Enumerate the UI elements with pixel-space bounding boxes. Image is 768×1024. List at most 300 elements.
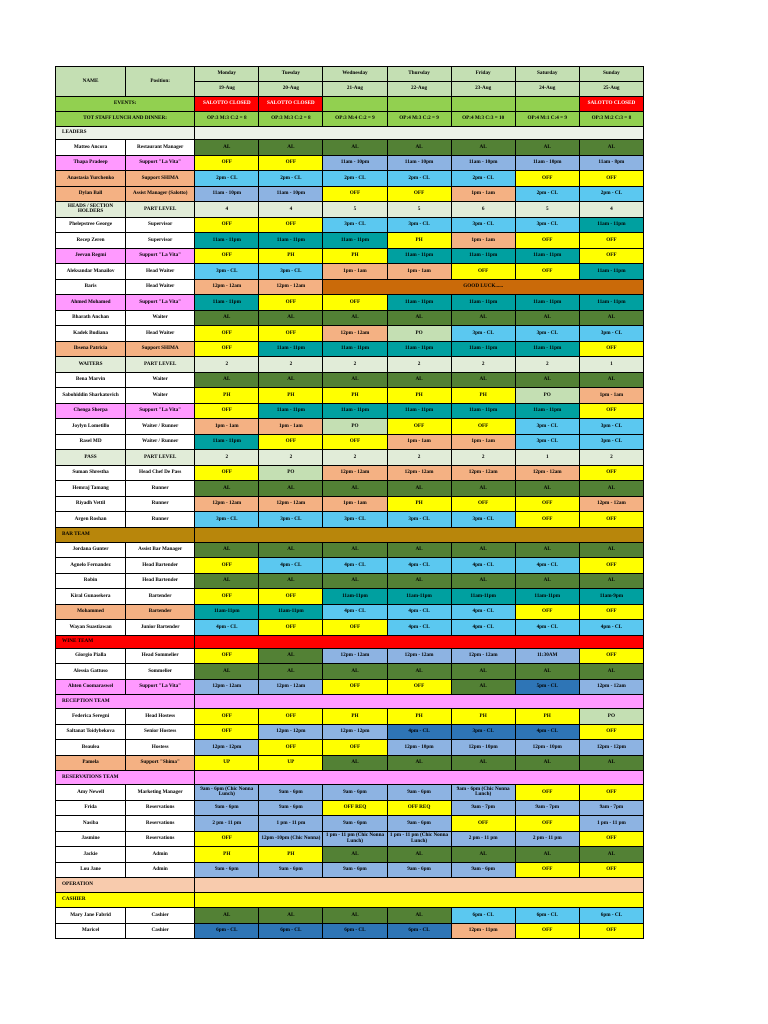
shift-cell: 4pm - CL [387, 604, 451, 620]
shift-cell: 1 pm - 11 pm (Chic Nonna Lunch) [387, 831, 451, 847]
shift-cell: 3pm - CL [579, 326, 643, 342]
shift-cell: 3pm - CL [515, 217, 579, 233]
section-title: OPERATION [56, 878, 195, 893]
header-day: Sunday [579, 67, 643, 82]
shift-cell: 2pm - CL [323, 171, 387, 187]
shift-cell: PH [323, 709, 387, 725]
shift-cell: AL [515, 542, 579, 558]
shift-cell: 3pm - CL [451, 217, 515, 233]
staff-position: Cashier [126, 908, 195, 924]
section-fill [195, 635, 644, 648]
staff-name: Thapa Pradeep [56, 155, 126, 171]
shift-cell: OFF [387, 419, 451, 435]
staff-position: Reservations [126, 831, 195, 847]
shift-cell: OFF [259, 709, 323, 725]
staff-position: Head Bartender [126, 573, 195, 589]
shift-cell: OFF [259, 217, 323, 233]
shift-cell: 4pm - CL [515, 620, 579, 636]
staff-row [56, 264, 644, 280]
shift-cell: 9am - 6pm [323, 785, 387, 801]
shift-cell: OFF [451, 419, 515, 435]
header-day: Friday [451, 67, 515, 82]
shift-cell: 2pm - CL [515, 186, 579, 202]
shift-cell: AL [451, 573, 515, 589]
shift-cell: 1 pm - 11 pm [579, 816, 643, 832]
shift-cell: OFF [579, 403, 643, 419]
shift-cell: AL [259, 648, 323, 664]
staff-position: Bartender [126, 589, 195, 605]
staff-position: Support SHIMA [126, 341, 195, 357]
header-day: Thursday [387, 67, 451, 82]
shift-cell: AL [323, 847, 387, 863]
shift-cell: 11am - 11pm [387, 295, 451, 311]
staff-position: Head Chef De Pass [126, 465, 195, 481]
shift-cell: 4 [259, 202, 323, 218]
shift-cell: 9am - 7pm [451, 800, 515, 816]
shift-cell: OFF [323, 295, 387, 311]
shift-cell: PH [259, 847, 323, 863]
shift-cell: AL [387, 140, 451, 156]
staff-name: Beaulea [56, 740, 126, 756]
shift-cell: AL [323, 140, 387, 156]
staff-row [56, 800, 644, 816]
shift-cell: 4pm - CL [515, 724, 579, 740]
staff-row [56, 709, 644, 725]
shift-cell: 11am-11pm [323, 589, 387, 605]
shift-cell: 12pm - 12am [195, 679, 259, 695]
events-row [56, 112, 644, 127]
shift-cell: AL [451, 847, 515, 863]
shift-cell: 11am - 8pm [579, 155, 643, 171]
shift-cell: OFF [515, 785, 579, 801]
shift-cell: OFF [579, 831, 643, 847]
staff-name: Sabohiddin Sharkatovich [56, 388, 126, 404]
section-title: RECEPTION TEAM [56, 695, 195, 709]
shift-cell: AL [387, 755, 451, 771]
shift-cell: OFF REQ [323, 800, 387, 816]
header-date: 20-Aug [259, 82, 323, 97]
shift-cell: AL [259, 908, 323, 924]
events-cell: SALOTTO CLOSED [579, 97, 643, 112]
shift-cell: 11am - 11pm [515, 341, 579, 357]
staff-position: Head Waiter [126, 326, 195, 342]
header-date: 21-Aug [323, 82, 387, 97]
shift-cell: OFF [195, 709, 259, 725]
staff-name: Wayan Suastiawan [56, 620, 126, 636]
shift-cell: 12pm - 10pm [515, 740, 579, 756]
staff-name: Giorgio Pialla [56, 648, 126, 664]
staff-row [56, 419, 644, 435]
staff-position: Waiter / Runner [126, 419, 195, 435]
staff-name: Suman Shrestha [56, 465, 126, 481]
staff-row [56, 341, 644, 357]
shift-cell: 12pm - 12am [195, 496, 259, 512]
shift-cell: AL [323, 372, 387, 388]
shift-cell: 12pm - 12pm [579, 740, 643, 756]
shift-cell: PH [259, 248, 323, 264]
shift-cell: 11am-11pm [259, 604, 323, 620]
section-title: BAR TEAM [56, 527, 195, 542]
staff-row [56, 573, 644, 589]
shift-cell: 11am - 11pm [515, 295, 579, 311]
staff-position: Waiter [126, 310, 195, 326]
header-day: Monday [195, 67, 259, 82]
staff-name: Phelepstree George [56, 217, 126, 233]
shift-cell: 3pm - CL [195, 512, 259, 528]
shift-cell: 11am-11pm [515, 589, 579, 605]
shift-cell: 2 [195, 357, 259, 373]
shift-cell: 2pm - CL [451, 171, 515, 187]
staff-name: Baris [56, 279, 126, 295]
shift-cell: 1pm - 1am [387, 264, 451, 280]
shift-cell: 11am - 11pm [195, 233, 259, 249]
shift-cell: OFF [195, 648, 259, 664]
shift-cell: 2 pm - 11 pm [515, 831, 579, 847]
staff-position: Head Waiter [126, 264, 195, 280]
shift-cell: PH [195, 847, 259, 863]
staff-name: Dylan Ball [56, 186, 126, 202]
shift-cell: OFF [515, 496, 579, 512]
staff-name: Amy Newell [56, 785, 126, 801]
shift-cell: OFF [579, 558, 643, 574]
staff-row [56, 481, 644, 497]
shift-cell: AL [387, 481, 451, 497]
shift-cell: 11am - 11pm [579, 264, 643, 280]
shift-cell: 9am - 6pm (Chic Nonna Lunch) [195, 785, 259, 801]
shift-cell: 11am - 11pm [387, 248, 451, 264]
shift-cell: PH [323, 388, 387, 404]
staff-row [56, 923, 644, 939]
shift-cell: OFF [451, 496, 515, 512]
staff-name: Bharath Anchan [56, 310, 126, 326]
shift-cell: 11am - 11pm [323, 341, 387, 357]
staff-row [56, 357, 644, 373]
staff-name: Joylyn Lometillo [56, 419, 126, 435]
shift-cell: 12pm -10pm (Chic Nonna) [259, 831, 323, 847]
shift-cell: 11am-11pm [451, 589, 515, 605]
shift-cell: AL [195, 542, 259, 558]
shift-cell: PO [387, 326, 451, 342]
shift-cell: 4pm - CL [579, 620, 643, 636]
shift-cell: AL [451, 679, 515, 695]
shift-cell: 3pm - CL [579, 419, 643, 435]
staff-position: Head Bartender [126, 558, 195, 574]
staff-position: Support SHIMA [126, 171, 195, 187]
staff-row [56, 648, 644, 664]
shift-cell: 9am - 7pm [515, 800, 579, 816]
staff-name: Maricel [56, 923, 126, 939]
shift-cell: 12pm - 12pm [323, 724, 387, 740]
shift-cell: AL [387, 573, 451, 589]
shift-cell: OFF [579, 465, 643, 481]
staff-row [56, 542, 644, 558]
events-cell: SALOTTO CLOSED [195, 97, 259, 112]
shift-cell: 4 [579, 202, 643, 218]
shift-cell: AL [259, 481, 323, 497]
shift-cell: AL [195, 372, 259, 388]
staff-name: Jordana Gunter [56, 542, 126, 558]
shift-cell: 2pm - CL [259, 171, 323, 187]
shift-cell: PH [387, 709, 451, 725]
section-fill [195, 878, 644, 893]
staff-position: Runner [126, 512, 195, 528]
shift-cell: 11am - 10pm [387, 155, 451, 171]
shift-cell: 11am - 10pm [451, 155, 515, 171]
shift-cell: 12pm - 12am [579, 496, 643, 512]
shift-cell: 6 [451, 202, 515, 218]
shift-cell: OFF [579, 724, 643, 740]
shift-cell: AL [515, 372, 579, 388]
shift-cell: AL [259, 372, 323, 388]
events-cell [515, 97, 579, 112]
shift-cell: 11am - 10pm [323, 155, 387, 171]
staff-position: Support "La Vita" [126, 295, 195, 311]
staff-row [56, 816, 644, 832]
shift-cell: 2 [387, 450, 451, 466]
shift-cell: 2pm - CL [387, 171, 451, 187]
staff-name: Robin [56, 573, 126, 589]
shift-cell: 11am - 11pm [451, 295, 515, 311]
shift-cell: OFF [579, 171, 643, 187]
shift-cell: PH [515, 709, 579, 725]
staff-row [56, 496, 644, 512]
staff-name: Pamela [56, 755, 126, 771]
shift-cell: PH [195, 388, 259, 404]
staff-position: Reservations [126, 800, 195, 816]
header-date: 24-Aug [515, 82, 579, 97]
staff-position: Assist Manager (Salotto) [126, 186, 195, 202]
shift-cell: 12pm - 12am [515, 465, 579, 481]
shift-cell: 3pm - CL [451, 724, 515, 740]
shift-cell: OFF [259, 434, 323, 450]
header-day: Wednesday [323, 67, 387, 82]
shift-cell: 3pm - CL [515, 326, 579, 342]
shift-cell: AL [195, 908, 259, 924]
shift-cell: AL [259, 664, 323, 680]
shift-cell: AL [579, 372, 643, 388]
shift-cell: AL [451, 372, 515, 388]
shift-cell: 11:30AM [515, 648, 579, 664]
staff-row [56, 326, 644, 342]
staff-position: PART LEVEL [126, 357, 195, 373]
shift-cell: OFF [579, 233, 643, 249]
shift-cell: AL [515, 481, 579, 497]
staff-position: Admin [126, 862, 195, 878]
staff-row [56, 202, 644, 218]
shift-cell: AL [259, 573, 323, 589]
shift-cell: AL [515, 755, 579, 771]
shift-cell: OFF [515, 604, 579, 620]
header-date: 23-Aug [451, 82, 515, 97]
staff-row [56, 785, 644, 801]
shift-cell: PH [387, 388, 451, 404]
section-header-row [56, 771, 644, 785]
staff-name: Saltanat Toidybekova [56, 724, 126, 740]
shift-cell: OFF [387, 679, 451, 695]
staff-name: Argen Roshan [56, 512, 126, 528]
shift-cell: AL [323, 310, 387, 326]
shift-cell: 3pm - CL [579, 434, 643, 450]
staff-name: Matteo Ancora [56, 140, 126, 156]
shift-cell: 3pm - CL [259, 512, 323, 528]
shift-cell: 11am - 11pm [195, 434, 259, 450]
shift-cell: OFF [259, 326, 323, 342]
staff-name: HEADS / SECTION HOLDERS [56, 202, 126, 218]
shift-cell: AL [451, 310, 515, 326]
staff-position: Support "La Vita" [126, 155, 195, 171]
events-row [56, 97, 644, 112]
staff-row [56, 755, 644, 771]
shift-cell: OFF [323, 186, 387, 202]
staff-name: Rasel MD [56, 434, 126, 450]
staff-row [56, 740, 644, 756]
shift-cell: 11am - 11pm [259, 233, 323, 249]
events-cell [323, 97, 387, 112]
shift-cell: 12pm - 12am [323, 648, 387, 664]
shift-cell: 11am - 10pm [195, 186, 259, 202]
staff-row [56, 155, 644, 171]
shift-cell: 12pm - 12am [451, 648, 515, 664]
shift-cell: OFF [259, 295, 323, 311]
shift-cell: PH [451, 388, 515, 404]
shift-cell: 9am - 7pm [579, 800, 643, 816]
shift-cell: OFF [323, 740, 387, 756]
shift-cell: 11am - 11pm [451, 248, 515, 264]
section-title: LEADERS [56, 127, 195, 140]
shift-cell: 6pm - CL [387, 923, 451, 939]
shift-cell: AL [195, 140, 259, 156]
shift-cell: 9am - 6pm [195, 862, 259, 878]
shift-cell: 12pm - 10pm [387, 740, 451, 756]
staff-row [56, 620, 644, 636]
staff-name: Recep Zeren [56, 233, 126, 249]
shift-cell: PH [259, 388, 323, 404]
staff-name: Riyadh Vettil [56, 496, 126, 512]
staff-position: Waiter [126, 372, 195, 388]
staff-name: Chenga Sherpa [56, 403, 126, 419]
shift-cell: 11am - 10pm [259, 186, 323, 202]
shift-cell: 3pm - CL [323, 217, 387, 233]
shift-cell: 2 [259, 357, 323, 373]
shift-cell: PO [579, 709, 643, 725]
staff-row [56, 140, 644, 156]
shift-cell: 12pm - 11pm [451, 923, 515, 939]
shift-cell: OFF [515, 512, 579, 528]
staff-position: Supervisor [126, 217, 195, 233]
staff-name: Mohammed [56, 604, 126, 620]
shift-cell: 9am - 6pm (Chic Nonna Lunch) [451, 785, 515, 801]
staff-row [56, 372, 644, 388]
shift-cell: 11am - 11pm [387, 403, 451, 419]
section-fill [195, 771, 644, 785]
staff-name: Ahten Coomaraswel [56, 679, 126, 695]
shift-cell: AL [323, 755, 387, 771]
shift-cell: 3pm - CL [195, 264, 259, 280]
staff-name: Bena Marvin [56, 372, 126, 388]
shift-cell: 1pm - 1am [451, 186, 515, 202]
staff-position: Sommelier [126, 664, 195, 680]
shift-cell: 3pm - CL [451, 326, 515, 342]
shift-cell: 12pm - 12pm [195, 740, 259, 756]
shift-cell: 9am - 6pm [259, 862, 323, 878]
shift-cell: 11am - 11pm [323, 233, 387, 249]
shift-cell: 4pm - CL [515, 558, 579, 574]
shift-cell: AL [387, 847, 451, 863]
shift-cell: 6pm - CL [323, 923, 387, 939]
roster-table [55, 66, 644, 939]
staff-position: Head Hostess [126, 709, 195, 725]
shift-cell: 2 [259, 450, 323, 466]
shift-cell: AL [515, 847, 579, 863]
shift-cell: 4pm - CL [195, 620, 259, 636]
shift-cell: OFF [579, 248, 643, 264]
farewell-message: GOOD LUCK...... [323, 279, 644, 295]
shift-cell: OFF [195, 341, 259, 357]
shift-cell: 9am - 6pm [323, 862, 387, 878]
shift-cell: AL [515, 310, 579, 326]
shift-cell: AL [451, 542, 515, 558]
staff-name: Lou Jane [56, 862, 126, 878]
staff-position: Assist Bar Manager [126, 542, 195, 558]
shift-cell: 9am - 6pm [323, 816, 387, 832]
shift-cell: OFF [195, 217, 259, 233]
shift-cell: AL [323, 481, 387, 497]
events-label: EVENTS: [56, 97, 195, 112]
shift-cell: 2 [323, 450, 387, 466]
shift-cell: 3pm - CL [387, 512, 451, 528]
staff-name: WAITERS [56, 357, 126, 373]
shift-cell: 2pm - CL [579, 186, 643, 202]
shift-cell: 1pm - 1am [323, 496, 387, 512]
shift-cell: 12pm - 12am [451, 465, 515, 481]
section-fill [195, 695, 644, 709]
shift-cell: 9am - 6pm [259, 800, 323, 816]
staff-name: Mary Jane Fabrid [56, 908, 126, 924]
shift-cell: AL [579, 140, 643, 156]
staff-position: Marketing Manager [126, 785, 195, 801]
section-fill [195, 893, 644, 908]
shift-cell: PH [387, 233, 451, 249]
shift-cell: 11am - 11pm [195, 295, 259, 311]
shift-cell: AL [195, 310, 259, 326]
header-day: Saturday [515, 67, 579, 82]
events-cell: OP:3 M:3 C:2 = 8 [195, 112, 259, 127]
shift-cell: PO [515, 388, 579, 404]
staff-row [56, 186, 644, 202]
shift-cell: AL [579, 573, 643, 589]
shift-cell: UP [195, 755, 259, 771]
shift-cell: AL [579, 542, 643, 558]
section-header-row [56, 878, 644, 893]
shift-cell: OFF [259, 155, 323, 171]
shift-cell: AL [579, 664, 643, 680]
shift-cell: 11am - 11pm [259, 403, 323, 419]
events-cell [451, 97, 515, 112]
shift-cell: 2 [451, 450, 515, 466]
staff-row [56, 248, 644, 264]
shift-cell: AL [387, 310, 451, 326]
shift-cell: 12pm - 12am [387, 648, 451, 664]
shift-cell: OFF [579, 341, 643, 357]
events-cell [387, 97, 451, 112]
shift-cell: 11am - 11pm [387, 341, 451, 357]
shift-cell: 5 [323, 202, 387, 218]
shift-cell: PH [387, 496, 451, 512]
staff-position: Cashier [126, 923, 195, 939]
shift-cell: OFF [195, 558, 259, 574]
staff-row [56, 217, 644, 233]
header-day: Tuesday [259, 67, 323, 82]
